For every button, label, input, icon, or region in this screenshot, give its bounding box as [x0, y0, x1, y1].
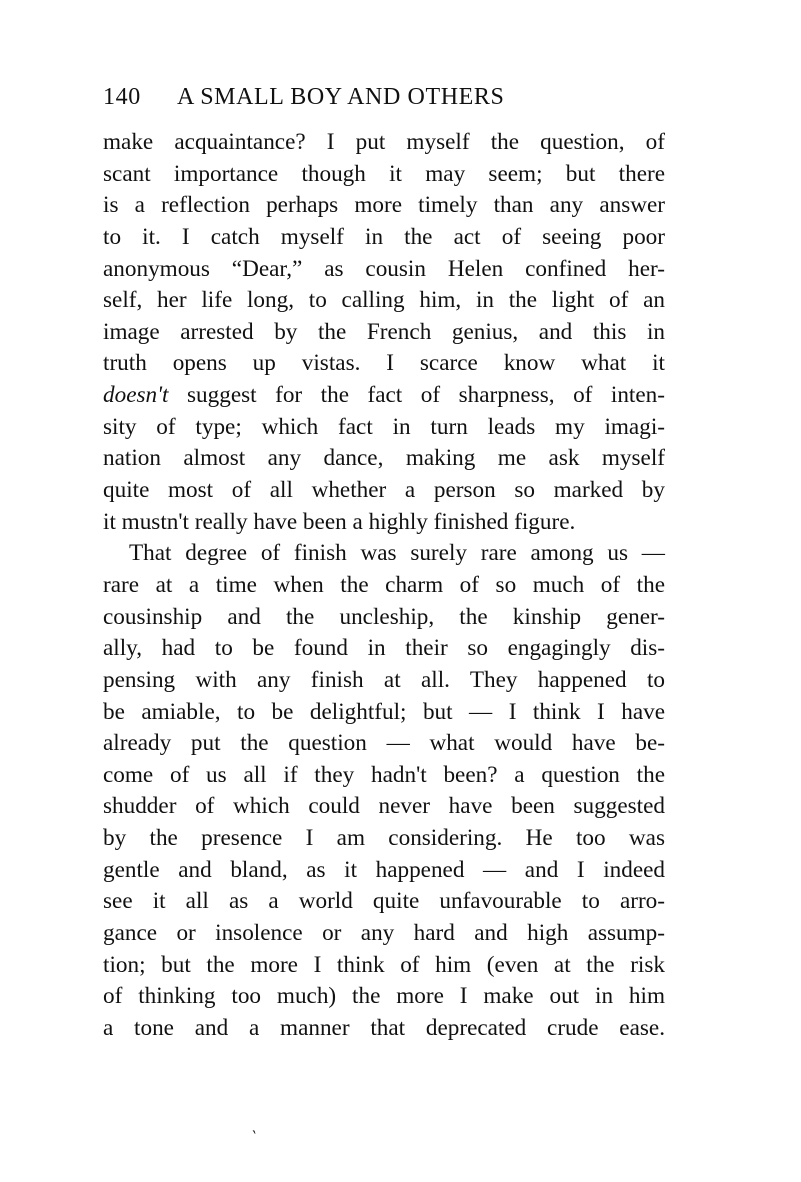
text-line: is a reflection perhaps more timely than any answer — [103, 192, 665, 219]
text-line: shudder of which could never have been suggested — [103, 793, 665, 820]
text-line: be amiable, to be delightful; but — I think I have — [103, 698, 665, 725]
body-text — [103, 127, 665, 1045]
text-line: come of us all if they hadn't been? a question the — [103, 761, 665, 788]
text-line: see it all as a world quite unfavourable to arro- — [103, 888, 665, 915]
text-line-rest: suggest for the fact of sharpness, of inten- — [168, 382, 665, 409]
text-line: to it. I catch myself in the act of seeing poor — [103, 223, 665, 250]
text-line: truth opens up vistas. I scarce know what it — [103, 350, 665, 377]
text-line: self, her life long, to calling him, in the light of an — [103, 287, 665, 314]
paragraph-1 — [103, 127, 665, 538]
text-line: rare at a time when the charm of so much of the — [103, 571, 665, 598]
text-line: image arrested by the French genius, and this in — [103, 318, 665, 345]
text-line: of thinking too much) the more I make out in him — [103, 983, 665, 1010]
text-line: it mustn't really have been a highly finished figure. — [103, 508, 576, 535]
page-number: 140 — [103, 84, 141, 110]
text-line: a tone and a manner that deprecated crude ease. — [103, 1014, 665, 1041]
text-line: scant importance though it may seem; but there — [103, 160, 665, 187]
text-line: cousinship and the uncleship, the kinship gener- — [103, 603, 665, 630]
running-title: A SMALL BOY AND OTHERS — [177, 84, 505, 110]
text-line: make acquaintance? I put myself the question, of — [103, 129, 665, 155]
text-line: by the presence I am considering. He too was — [103, 825, 665, 852]
text-line: sity of type; which fact in turn leads my imagi- — [103, 413, 665, 440]
text-line: ally, had to be found in their so engagingly dis- — [103, 635, 665, 662]
text-line: quite most of all whether a person so marked by — [103, 477, 665, 504]
text-line: tion; but the more I think of him (even at the risk — [103, 951, 665, 978]
text-line: gentle and bland, as it happened — and I indeed — [103, 856, 665, 883]
text-line: anonymous “Dear,” as cousin Helen confined her- — [103, 255, 665, 282]
paragraph-2 — [103, 538, 665, 1044]
text-line: gance or insolence or any hard and high assump- — [103, 920, 665, 947]
text-line: nation almost any dance, making me ask myself — [103, 445, 665, 472]
text-line: already put the question — what would have be- — [103, 730, 665, 757]
running-head — [103, 80, 665, 114]
stray-ink-mark: ˎ — [250, 1113, 264, 1135]
text-line: That degree of finish was surely rare among us — — [129, 540, 665, 567]
italic-word: doesn't — [103, 382, 169, 409]
text-line — [103, 380, 665, 412]
book-page — [103, 80, 665, 1045]
text-line: pensing with any finish at all. They happened to — [103, 666, 665, 693]
